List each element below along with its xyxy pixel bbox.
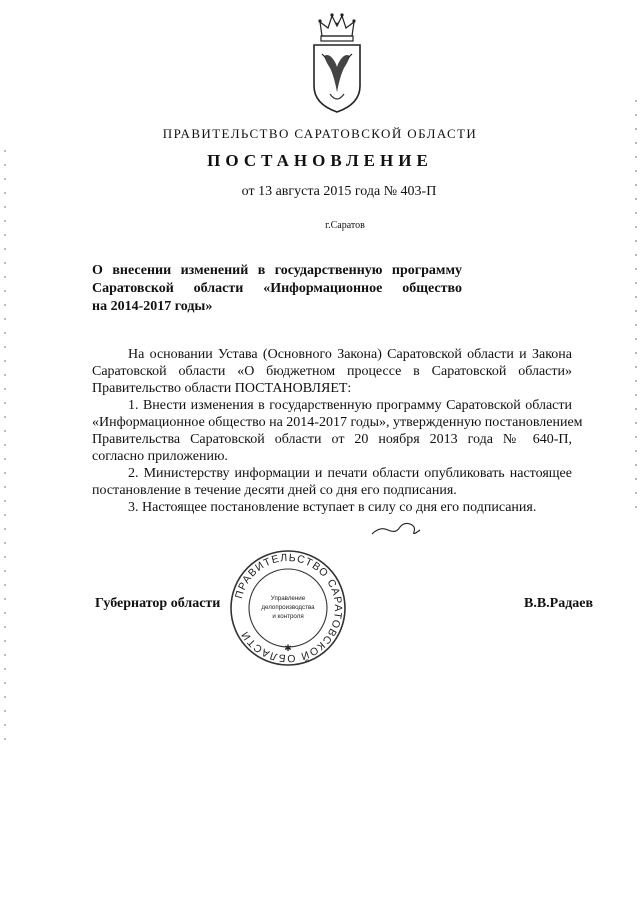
body-line: 1. Внести изменения в государственную программу Саратовской области [128,398,572,413]
stamp-star-icon: ✱ [284,644,292,654]
signer-name: В.В.Радаев [524,596,594,611]
official-stamp [228,548,348,668]
body-line: Правительство области ПОСТАНОВЛЯЕТ: [92,381,352,396]
body-line: На основании Устава (Основного Закона) Саратовской области и Закона [128,347,572,362]
handwritten-signature [370,518,422,540]
body-line: Правительства Саратовской области от 20 ноября 2013 года № 640-П, [92,432,572,447]
stamp-center-line: Управление [270,595,306,602]
body-line: Саратовской области «О бюджетном процессе в Саратовской области» [92,364,572,379]
document-body [92,346,583,516]
body-line: согласно приложению. [92,449,228,464]
document-date-number: от 13 августа 2015 года № 403-П [241,184,437,199]
document-kind: ПОСТАНОВЛЕНИЕ [207,151,433,170]
body-line: 3. Настоящее постановление вступает в силу со дня его подписания. [128,500,537,515]
subject-line: О внесении изменений в государственную программу [92,263,462,278]
stamp-center-line: и контроля [272,613,304,620]
stamp-ring-text: ПРАВИТЕЛЬСТВО САРАТОВСКОЙ ОБЛАСТИ [232,551,345,665]
subject-line: Саратовской области «Информационное общество [92,281,462,296]
organization-name: ПРАВИТЕЛЬСТВО САРАТОВСКОЙ ОБЛАСТИ [162,126,478,141]
document-city: г.Саратов [325,220,365,231]
body-line: «Информационное общество на 2014-2017 годы», утвержденную постановлением [92,415,583,430]
signer-title: Губернатор области [95,596,221,611]
subject-line: на 2014-2017 годы» [92,299,213,314]
stamp-center-line: делопроизводства [261,604,315,611]
body-line: постановление в течение десяти дней со дня его подписания. [92,483,457,498]
scan-edge-marks [4,150,6,750]
saratov-coat-of-arms-icon [300,12,374,116]
body-line: 2. Министерству информации и печати области опубликовать настоящее [128,466,572,481]
document-subject [92,262,462,316]
